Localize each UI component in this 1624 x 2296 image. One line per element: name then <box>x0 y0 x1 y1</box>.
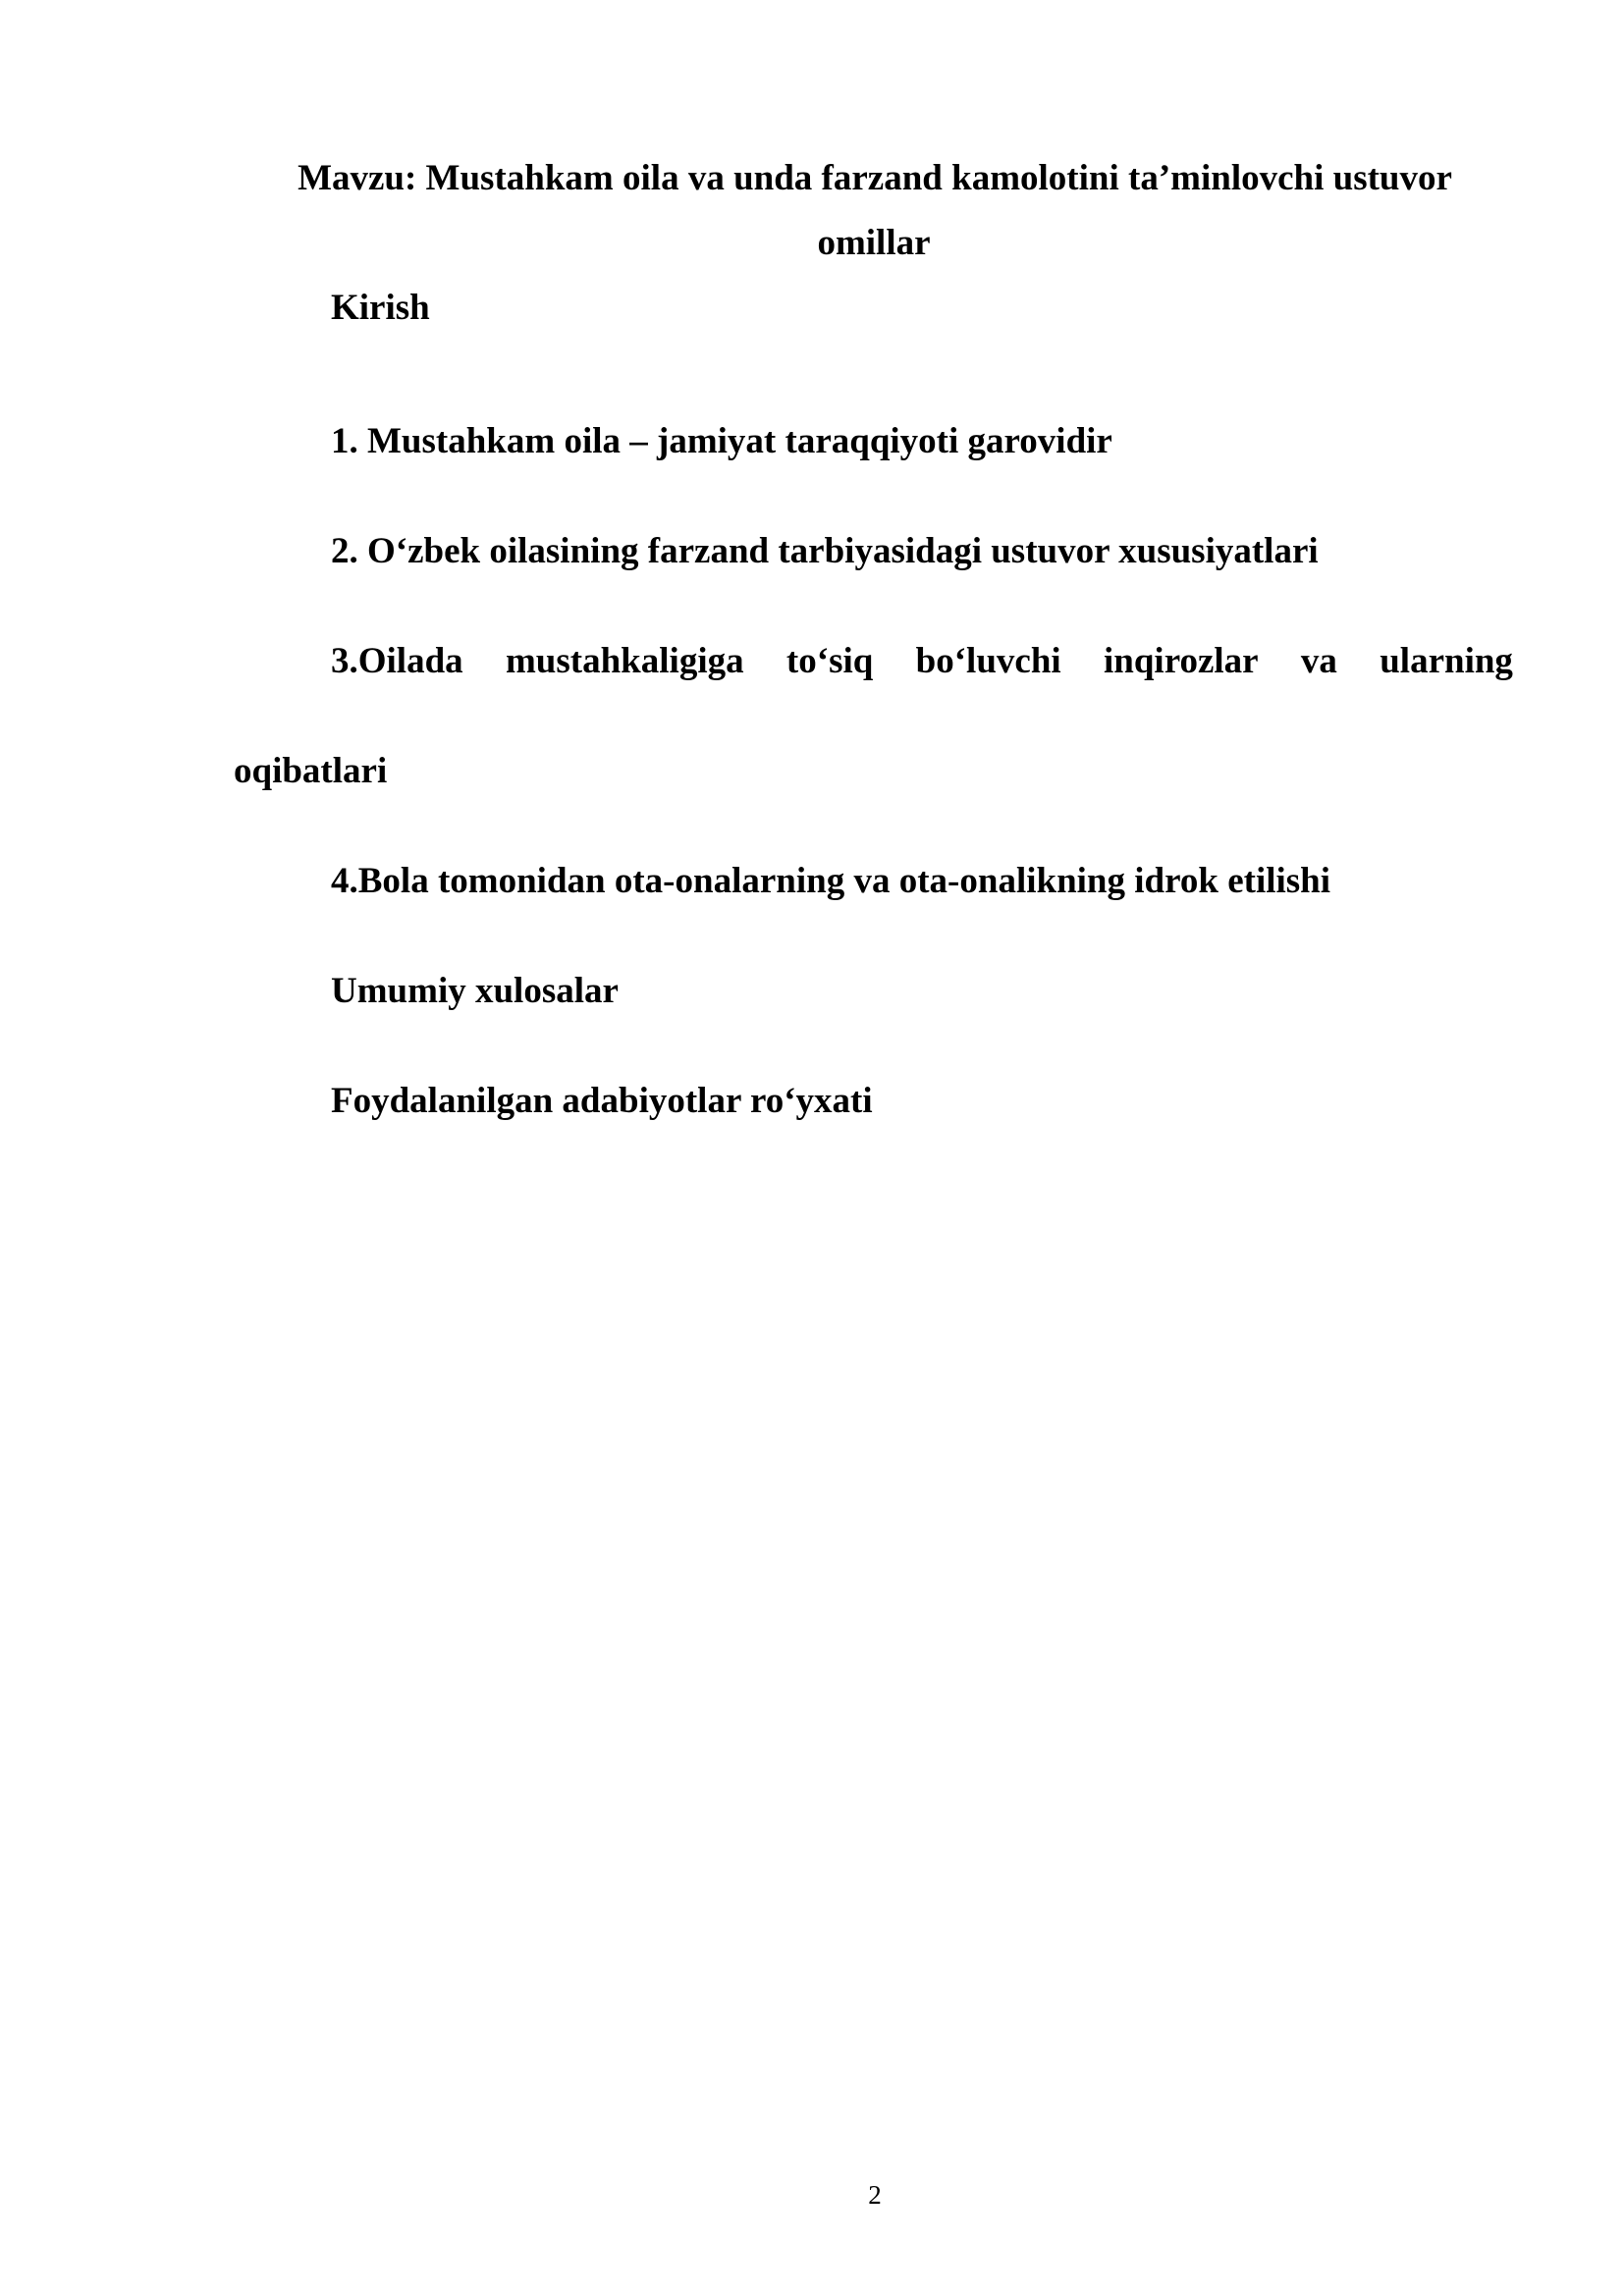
toc-item-3-word: va <box>1300 641 1337 681</box>
toc-intro: Kirish <box>331 288 430 328</box>
toc-item-3-word: to‘siq <box>785 641 874 681</box>
toc-item-3-word: ularning <box>1380 641 1513 681</box>
document-title-line-2: omillar <box>817 223 931 263</box>
toc-conclusion: Umumiy xulosalar <box>331 971 619 1011</box>
toc-item-3-word: bo‘luvchi <box>915 641 1061 681</box>
toc-references: Foydalanilgan adabiyotlar ro‘yxati <box>331 1081 873 1121</box>
page-number: 2 <box>868 2180 882 2210</box>
toc-item-1: 1. Mustahkam oila – jamiyat taraqqiyoti garovidir <box>331 421 1112 461</box>
toc-item-2: 2. O‘zbek oilasining farzand tarbiyasidagi ustuvor xususiyatlari <box>331 531 1319 571</box>
toc-item-3-line-2: oqibatlari <box>234 751 388 791</box>
toc-item-3-line-1 <box>331 640 1513 683</box>
toc-item-3-word: 3.Oilada <box>331 641 463 681</box>
toc-item-4: 4.Bola tomonidan ota-onalarning va ota-onalikning idrok etilishi <box>331 861 1331 901</box>
document-title-line-1: Mavzu: Mustahkam oila va unda farzand kamolotini ta’minlovchi ustuvor <box>298 158 1452 198</box>
toc-item-3-word: inqirozlar <box>1104 641 1259 681</box>
toc-item-3-word: mustahkaligiga <box>505 641 744 681</box>
